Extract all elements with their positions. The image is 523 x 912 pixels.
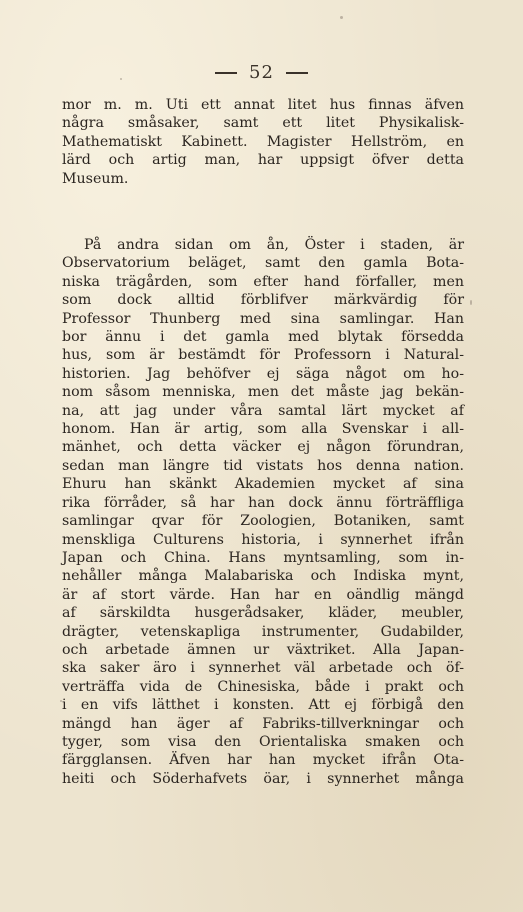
page-header — [0, 62, 523, 83]
text-line: i en vifs lätthet i konsten. Att ej förbigå den — [62, 697, 464, 714]
text-line: mänhet, och detta väcker ej någon förundran, — [62, 439, 464, 456]
text-line: bor ännu i det gamla med blytak försedda — [62, 329, 464, 346]
text-line: hus, som är bestämdt för Professorn i Natural- — [62, 347, 464, 364]
text-line: Mathematiskt Kabinett. Magister Hellström, en — [62, 133, 464, 150]
text-line: drägter, vetenskapliga instrumenter, Gudabilder, — [62, 623, 464, 640]
text-line: honom. Han är artig, som alla Svenskar i all- — [62, 421, 464, 438]
text-line: verträffa vida de Chinesiska, både i prakt och — [62, 678, 464, 695]
header-dash-right — [286, 72, 308, 74]
text-line: några småsaker, samt ett litet Physikalisk- — [62, 115, 464, 132]
text-line: På andra sidan om ån, Öster i staden, är — [84, 237, 464, 253]
header-dash-left — [215, 72, 237, 74]
text-line: Professor Thunberg med sina samlingar. Han — [62, 310, 464, 327]
text-line: niska trägården, som efter hand förfaller, men — [62, 273, 464, 290]
text-line: Ehuru han skänkt Akademien mycket af sina — [62, 476, 464, 493]
text-line: menskliga Culturens historia, i synnerhet ifrån — [62, 531, 464, 548]
paper-speck — [120, 78, 122, 80]
text-line: Observatorium beläget, samt den gamla Bota- — [62, 255, 464, 272]
text-line: na, att jag under våra samtal lärt mycket af — [62, 402, 464, 419]
text-line: ska saker äro i synnerhet väl arbetade och öf- — [62, 660, 464, 677]
text-line: mor m. m. Uti ett annat litet hus finnas äfven — [62, 97, 464, 113]
text-line: lärd och artig man, har uppsigt öfver detta — [62, 152, 464, 169]
text-line: nom såsom menniska, men det måste jag bekän- — [62, 384, 464, 401]
paper-speck — [340, 16, 343, 19]
paragraph-1 — [62, 96, 464, 188]
text-line: samlingar qvar för Zoologien, Botaniken, samt — [62, 513, 464, 530]
paragraph-2 — [62, 236, 464, 788]
text-line: färgglansen. Äfven har han mycket ifrån Ota- — [62, 752, 464, 769]
text-line: är af stort värde. Han har en oändlig mängd — [62, 586, 464, 603]
paper-speck — [60, 700, 62, 702]
text-line: historien. Jag behöfver ej säga något om ho- — [62, 365, 464, 382]
text-line: sedan man längre tid vistats hos denna nation. — [62, 457, 464, 474]
text-line: och arbetade ämnen ur växtriket. Alla Japan- — [62, 641, 464, 658]
text-line: Japan och China. Hans myntsamling, som in- — [62, 549, 464, 566]
text-line: af särskildta husgerådsaker, kläder, meubler, — [62, 605, 464, 622]
page-number: 52 — [249, 62, 274, 83]
text-line: tyger, som visa den Orientaliska smaken och — [62, 733, 464, 750]
text-line: mängd han äger af Fabriks-tillverkningar och — [62, 715, 464, 732]
text-line: nehåller många Malabariska och Indiska mynt, — [62, 568, 464, 585]
paper-speck — [470, 300, 472, 305]
text-line: Museum. — [62, 170, 129, 187]
text-line: rika förråder, så har han dock ännu förträffliga — [62, 494, 464, 511]
text-line: som dock alltid förblifver märkvärdig för — [62, 292, 464, 309]
text-line: heiti och Söderhafvets öar, i synnerhet många — [62, 770, 464, 787]
